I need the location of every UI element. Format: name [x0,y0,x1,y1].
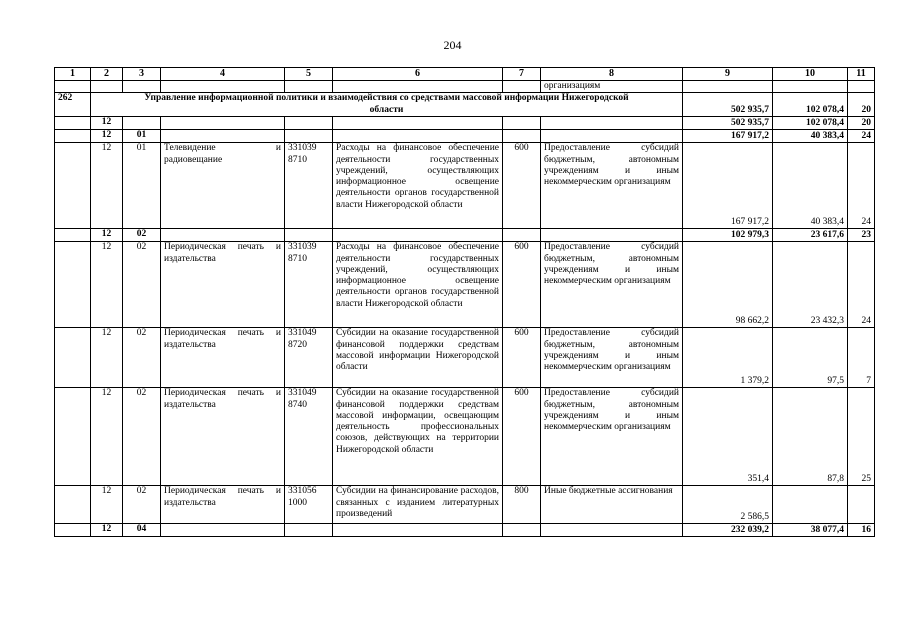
subsection-rz: 12 [91,524,123,537]
row-col10: 23 432,3 [773,242,848,328]
header-cell: 10 [773,68,848,81]
row-csr: 331056 1000 [285,486,333,524]
row-vr: 600 [503,388,541,486]
subsection-row [55,130,875,143]
row-col11: 24 [848,242,875,328]
row-name: Периодическая печать и издательства [161,486,285,524]
header-cell: 8 [541,68,683,81]
row-vr-name: Предоставление субсидий бюджетным, автономным учреждениям и иным некоммерческим организациям [541,328,683,388]
header-cell: 7 [503,68,541,81]
row-rz: 12 [91,328,123,388]
org-col9: 502 935,7 [683,93,773,117]
subsection-col11: 23 [848,229,875,242]
header-cell: 4 [161,68,285,81]
subsection-col11: 24 [848,130,875,143]
subsection-pr: 04 [123,524,161,537]
header-cell: 5 [285,68,333,81]
table-row [55,242,875,328]
table-row [55,143,875,229]
table-row [55,328,875,388]
header-cell: 1 [55,68,91,81]
row-rz: 12 [91,242,123,328]
row-purpose: Субсидии на оказание государственной финансовой поддержки средствам массовой информации Нижегородской области [333,328,503,388]
row-name: Периодическая печать и издательства [161,388,285,486]
row-vr: 600 [503,143,541,229]
table-row [55,388,875,486]
budget-table [54,67,875,537]
org-name-line2: области [369,104,404,115]
section-row [55,117,875,130]
row-vr-name: Предоставление субсидий бюджетным, автономным учреждениям и иным некоммерческим организациям [541,143,683,229]
subsection-rz: 12 [91,229,123,242]
subsection-col10: 23 617,6 [773,229,848,242]
row-col10: 97,5 [773,328,848,388]
header-cell: 6 [333,68,503,81]
row-vr-name: Предоставление субсидий бюджетным, автономным учреждениям и иным некоммерческим организациям [541,388,683,486]
subsection-col9: 232 039,2 [683,524,773,537]
row-csr: 331039 8710 [285,242,333,328]
subsection-col11: 16 [848,524,875,537]
row-vr: 800 [503,486,541,524]
subsection-row [55,524,875,537]
row-col9: 167 917,2 [683,143,773,229]
header-row [55,68,875,81]
subsection-row [55,229,875,242]
row-purpose: Расходы на финансовое обеспечение деятельности государственных учреждений, осуществляющих информационное освещение деятельности органов государственной власти Нижегородской области [333,143,503,229]
row-col11: 25 [848,388,875,486]
row-col10: 40 383,4 [773,143,848,229]
row-rz: 12 [91,388,123,486]
section-col11: 20 [848,117,875,130]
org-col11: 20 [848,93,875,117]
row-vr-name: Иные бюджетные ассигнования [541,486,683,524]
org-row [55,93,875,117]
row-col10 [773,486,848,524]
section-col10: 102 078,4 [773,117,848,130]
row-csr: 331049 8740 [285,388,333,486]
header-cell: 11 [848,68,875,81]
header-cell: 3 [123,68,161,81]
subsection-col10: 40 383,4 [773,130,848,143]
row-pr: 02 [123,242,161,328]
row-col9: 351,4 [683,388,773,486]
subsection-pr: 01 [123,130,161,143]
org-name [91,93,683,117]
org-name-line1: Управление информационной политики и взаимодействия со средствами массовой информации Нижегородской [144,93,629,104]
row-col9: 1 379,2 [683,328,773,388]
subsection-col10: 38 077,4 [773,524,848,537]
row-purpose: Субсидии на оказание государственной финансовой поддержки средствам массовой информации, освещающим деятельность профессиональных союзов, действующих на территории Нижегородской области [333,388,503,486]
row-pr: 02 [123,486,161,524]
row-col10: 87,8 [773,388,848,486]
row-name: Периодическая печать и издательства [161,242,285,328]
row-col11: 7 [848,328,875,388]
row-pr: 01 [123,143,161,229]
row-vr: 600 [503,242,541,328]
org-code: 262 [55,93,91,117]
header-cell: 2 [91,68,123,81]
row-pr: 02 [123,388,161,486]
header-cell: 9 [683,68,773,81]
row-purpose: Субсидии на финансирование расходов, связанных с изданием литературных произведений [333,486,503,524]
carry-over-text: организациям [541,81,683,93]
org-col10: 102 078,4 [773,93,848,117]
row-vr-name: Предоставление субсидий бюджетным, автономным учреждениям и иным некоммерческим организациям [541,242,683,328]
row-col11 [848,486,875,524]
row-col11: 24 [848,143,875,229]
row-pr: 02 [123,328,161,388]
subsection-col9: 102 979,3 [683,229,773,242]
row-purpose: Расходы на финансовое обеспечение деятельности государственных учреждений, осуществляющих информационное освещение деятельности органов государственной власти Нижегородской области [333,242,503,328]
row-csr: 331049 8720 [285,328,333,388]
subsection-col9: 167 917,2 [683,130,773,143]
row-col9: 2 586,5 [683,486,773,524]
row-rz: 12 [91,143,123,229]
row-col9: 98 662,2 [683,242,773,328]
section-rz: 12 [91,117,123,130]
row-csr: 331039 8710 [285,143,333,229]
row-vr: 600 [503,328,541,388]
subsection-rz: 12 [91,130,123,143]
carry-over-row [55,81,875,93]
section-col9: 502 935,7 [683,117,773,130]
subsection-pr: 02 [123,229,161,242]
table-row [55,486,875,524]
row-name: Телевидение и радиовещание [161,143,285,229]
row-name: Периодическая печать и издательства [161,328,285,388]
row-rz: 12 [91,486,123,524]
page-number: 204 [443,38,462,52]
